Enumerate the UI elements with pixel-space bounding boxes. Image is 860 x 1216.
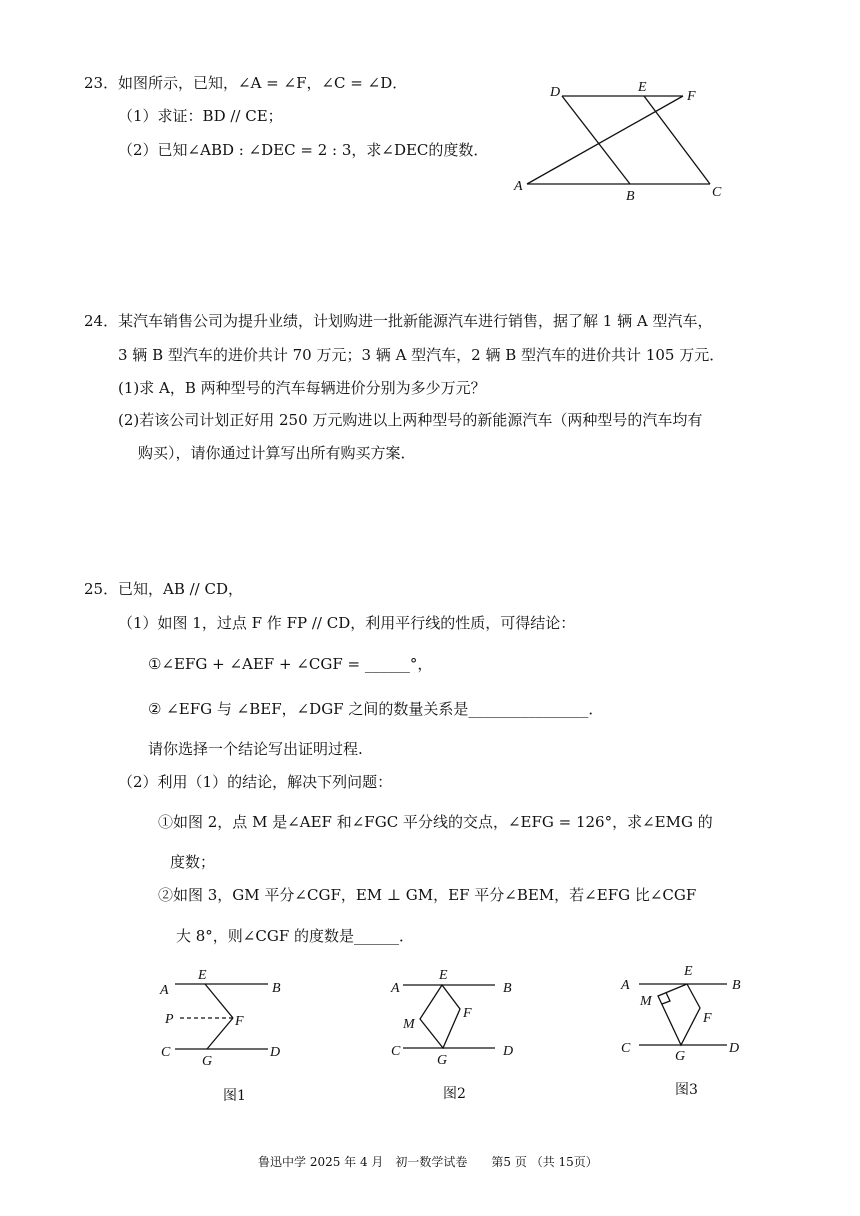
fig2-label-B: B (503, 981, 512, 996)
q25-part2b-line1: ②如图 3，GM 平分∠CGF，EM ⊥ GM，EF 平分∠BEM，若∠EFG 比∠CGF (158, 886, 697, 904)
fig3-label-D: D (729, 1041, 740, 1056)
q25-part2a-line2: 度数； (170, 853, 216, 871)
figure-3 (615, 960, 755, 1105)
fig3-label-A: A (621, 978, 630, 993)
fig2-label-E: E (439, 968, 448, 983)
fig1-caption: 图1 (223, 1088, 246, 1104)
fig1-label-A: A (160, 983, 169, 998)
q25-part2: （2）利用（1）的结论，解决下列问题： (118, 773, 393, 791)
fig1-label-B: B (272, 981, 281, 996)
q24-line2: 3 辆 B 型汽车的进价共计 70 万元；3 辆 A 型汽车，2 辆 B 型汽车的进价共计 105 万元． (118, 346, 725, 364)
q25-part2a-line1: ①如图 2，点 M 是∠AEF 和∠FGC 平分线的交点，∠EFG = 126°，求∠EMG 的 (158, 813, 713, 831)
fig2-label-C: C (391, 1044, 401, 1059)
fig1-label-G: G (202, 1054, 213, 1069)
fig1-label-E: E (198, 968, 207, 983)
figure-1 (155, 965, 300, 1110)
label-D: D (550, 85, 561, 100)
fig1-label-D: D (270, 1045, 281, 1060)
fig1-label-P: P (165, 1012, 174, 1027)
fig3-label-F: F (703, 1011, 712, 1026)
fig3-label-B: B (732, 978, 741, 993)
label-B: B (626, 189, 635, 204)
q25-conclusion1: ①∠EFG + ∠AEF + ∠CGF = ______°， (148, 655, 433, 673)
fig2-label-A: A (391, 981, 400, 996)
page-footer: 鲁迅中学 2025 年 4 月 初一数学试卷 第5 页 （共 15页） (258, 1155, 598, 1169)
fig3-label-G: G (675, 1049, 686, 1064)
fig2-label-M: M (403, 1017, 415, 1032)
q25-conclusion2: ② ∠EFG 与 ∠BEF，∠DGF 之间的数量关系是________________． (148, 700, 604, 718)
label-F: F (687, 89, 696, 104)
q25-part2b-line2: 大 8°，则∠CGF 的度数是______． (176, 927, 415, 945)
q25-part1: （1）如图 1，过点 F 作 FP // CD，利用平行线的性质，可得结论： (118, 614, 576, 632)
q25-choose: 请你选择一个结论写出证明过程. (148, 740, 363, 758)
fig2-label-G: G (437, 1053, 448, 1068)
label-E: E (638, 80, 647, 95)
q24-part2-line1: (2)若该公司计划正好用 250 万元购进以上两种型号的新能源汽车（两种型号的汽车均有 (118, 411, 703, 429)
q25-number: 25． (84, 580, 119, 598)
fig2-label-D: D (503, 1044, 514, 1059)
figure-2 (385, 962, 525, 1107)
q24-part1: (1)求 A，B 两种型号的汽车每辆进价分别为多少万元？ (118, 379, 486, 397)
q24-line1: 某汽车销售公司为提升业绩，计划购进一批新能源汽车进行销售，据了解 1 辆 A 型汽车， (118, 312, 713, 330)
label-A: A (514, 179, 523, 194)
q23-number: 23． (84, 74, 119, 92)
q24-number: 24． (84, 312, 119, 330)
fig3-label-C: C (621, 1041, 631, 1056)
q23-figure (505, 78, 735, 206)
fig3-label-M: M (640, 994, 652, 1009)
fig2-caption: 图2 (443, 1086, 466, 1102)
fig1-label-F: F (235, 1014, 244, 1029)
q23-stem: 如图所示，已知，∠A = ∠F，∠C = ∠D． (118, 74, 408, 92)
fig3-caption: 图3 (675, 1082, 698, 1098)
fig2-label-F: F (463, 1006, 472, 1021)
label-C: C (712, 185, 722, 200)
q23-part1: （1）求证：BD // CE； (118, 107, 283, 125)
fig3-label-E: E (684, 964, 693, 979)
fig1-label-C: C (161, 1045, 171, 1060)
q23-part2: （2）已知∠ABD : ∠DEC = 2 : 3，求∠DEC的度数． (118, 141, 489, 159)
q24-part2-line2: 购买），请你通过计算写出所有购买方案． (138, 444, 416, 462)
q25-stem: 已知，AB // CD， (118, 580, 244, 598)
